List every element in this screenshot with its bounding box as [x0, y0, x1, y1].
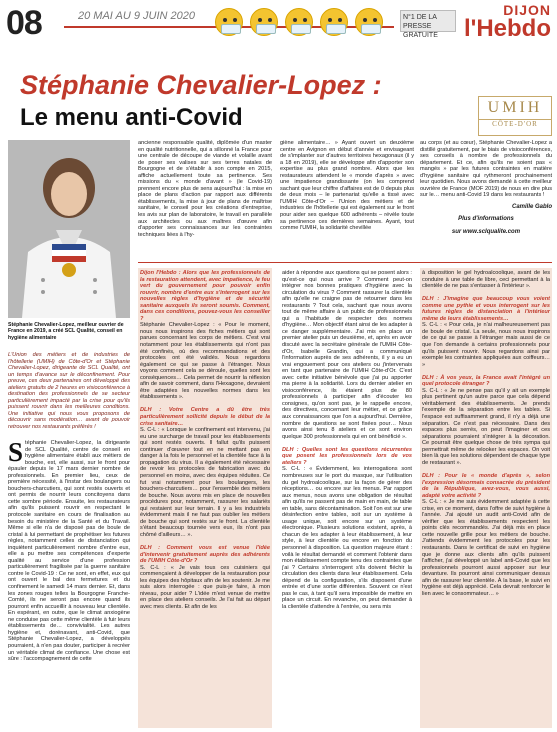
masked-face-icon: [215, 8, 243, 36]
answer-6: S. C-L : « Je ne pense pas qu'il y ait un exemple plus pertinent qu'un autre parce que cela dépend véritablement des établissements. Je prends l'exemple de la séparation entre les tables. Si l'espace est suffisamment grand, il n'y a déjà une séparation. Ce n'est pas nécessaire. Dans des espaces plus serrés, on peut l'imaginer et ces séparations pourraient s'intégrer à la décoration. Ce pourrait être quelque chose de très sympa qui permettrait même de relooker les espaces. On voit bien là que les solutions dépendent de chaque type de restaurant ».: [422, 387, 550, 466]
interview-separator: [138, 262, 552, 263]
interview-column-2: [282, 270, 412, 610]
answer-4: S. C-L : « Évidemment, les interrogations sont nombreuses sur le port du masque, sur l'utilisation du gel hydroalcoolique, sur la façon de gérer des réceptions… ou encore sur les menus. Par rapport aux menus, nous avons une obligation de résultat afin qu'ils ne passent pas de main en main, de table en table, sans décontamination. Soit l'on est sur une désinfection entre tables, soit sur un système à usage unique, soit encore sur un système électronique. Plusieurs solutions existent, après, à chacun de les adapter à leur établissement, à leur style, à leur clientèle ou encore en fonction du personnel à disposition. La question majeure étant : voilà le résultat demandé et comment l'obtenir dans mon établissement compte tenu des contraintes que j'ai ? Certains s'interrogent s'ils doivent fléchir la circulation des clients dans leur établissement. Cela dépend de la configuration, s'ils disposent d'une entrée et d'une sortie différentes. Souvent ce n'est pas le cas, à tant qu'il sera impossible de mettre en place un circuit. En revanche, on peut demander à la clientèle d'attendre à l'entrée, ou sera mis: [282, 466, 412, 610]
drop-cap: S: [8, 437, 24, 467]
interview-column-3: [422, 270, 550, 597]
issue-date: 20 MAI AU 9 JUIN 2020: [78, 10, 195, 22]
masthead-top: DIJON: [503, 2, 551, 18]
answer-3-continued: aider à répondre aux questions qui se posent alors : qu'est-ce qui nous arrive ? Comment peut-on intégrer nos bonnes pratiques d'hygiène avec la circulation du virus ? Comment rassurer la clientèle afin qu'elle ne craigne pas de retourner dans les restaurants ? Tout cela, sachant que nous avons tout de même affaire à un public de professionnels qui a l'habitude de respecter des normes d'hygiène… Mon objectif étant ainsi de les adapter à ce danger supplémentaire. J'ai mis en place un premier atelier puis un deuxième, et, après en avoir discuté avec la secrétaire générale de l'UMIH Côte-d'Or, Isabelle Grandin, qui a communiqué l'information auprès de ses adhérents, il y a eu un vrai engouement pour ces ateliers ou j'intervenais en tant que partenaire de l'UMIH Côte-d'Or. C'est avec cette initiative bénévole que j'ai pu apporter ma pierre à la solidarité. Lors du dernier atelier en visioconférence, ils étaient plus de 80 professionnels à participer afin d'écouter les consignes, qu'on sont pas, je le rappelle encore, des directives, concernant leur métier, et ce grâce aux connaissances que l'on a aujourd'hui. Dernière, nombre de questions se sont fixées pour… Nous avons ainsi tenu 8 ateliers et ce sont environ quelque 300 professionnels qui en ont bénéficié ».: [282, 270, 412, 440]
page-number: 08: [6, 4, 42, 42]
answer-5: S. C-L : « Pour cela, je n'ai malheureusement pas de boule de cristal. La seule, nous nous inspirons de ce qui se passe à l'étranger mais aussi de ce que l'on demande à certains professionnels pour qu'ils puissent rouvrir. Nous regardons ainsi par exemple les contraintes appliquées aux coiffeurs… »: [422, 322, 550, 368]
column-1-text: téphanie Chevalier-Lopez, la dirigeante de SCL Qualité, centre de conseil en hygiène alimentaire établi aux métiers de bouche, est, elle aussi, sur le front pour épauler depuis le 17 mars dernier nombre de professionnels. En premier lieu, ceux de première nécessité, à l'instar des boulangers ou bouchers-charcutiers, qui sont restés ouverts et ont permis de nourrir leurs concitoyens dans cette sombre période. Ensuite, les restaurateurs afin qu'ils puissent rouvrir en respectant le protocole sanitaire en cours de finalisation au besoin du ministère de la Santé et du Travail. Même si elle n'a de disposé pas de boule de cristal à lui permettant de prophétiser les futures règles, notamment celles de distanciation qui inquiètent particulièrement nombre d'entre eux, elle a pu mettre ses compétences d'experte qualité au service d'une profession particulièrement fragilisée par la guerre sanitaire contre le Covid-19 : Ce ne sont, en effet, eux qui ont ouvert le bal des fermetures et du confinement le samedi 14 mars dernier. Et, dans les zones rouges telles la Bourgogne Franche-Comté, ils ne seront pas encore quand ils pourront enfin accueillir à nouveau leur clientèle. En espérant, en outre, que le climat anxiogène ne conduise pas cette même clientèle à fuir leurs établissements de… convivialité. Les autres hygiène et, dorénavant, anti-Covid, que Stéphanie Chevalier-Lopez, a développés pourraient, à n'en pas douter, participer à recréer un véritable climat de confiance. Une chose est sûre : l'accompagnement de cette: [8, 440, 130, 663]
masked-face-icon: [250, 8, 278, 36]
question-4: DLH : Quelles sont les questions récurrentes que posent les professionnels lors de vos ateliers ?: [282, 446, 412, 466]
website-link[interactable]: sur www.sclqualite.com: [451, 229, 521, 236]
masthead-bottom: l'Hebdo: [463, 15, 551, 42]
emoji-row: [215, 8, 383, 36]
article-column-2: ancienne responsable qualité, diplômée d'un master en qualité nutritionnelle, qui a sillonné la France pour une centrale de découpe de viande et volaille avant de poser ses valises sur ses terres natales de Bourgogne et de s'établir à son compte en 2015, affiche actuellement toute sa pertinence. Ses missions du « monde d'avant » (le Covid-19) prennent encore plus de sens aujourd'hui : la mise en place de plans d'action par rapport aux différents établissements, la mise à jour de plans de maîtrise sanitaire, le conseil pour les créations d'entreprise, les avis sur plan de laboratoire, le travail en parallèle aux architectes ou aux maîtres d'œuvre afin d'apporter ses connaissances sur les contraintes techniques liées à l'hy-: [138, 140, 272, 238]
photo-caption: Stéphanie Chevalier-Lopez, meilleur ouvrier de France en 2019, a créé SCL Qualité, conseil en hygiène alimentaire: [8, 322, 124, 341]
press-badge: N°1 DE LA PRESSE GRATUITE: [400, 10, 456, 32]
umih-logo-text: UMIH: [487, 99, 543, 116]
article-subtitle: Le menu anti-Covid: [20, 104, 243, 131]
masked-face-icon: [285, 8, 313, 36]
article-title: Stéphanie Chevalier-Lopez :: [20, 70, 382, 100]
answer-7: S. C-L : « Je me suis évidemment adaptée à cette crise, en ce moment, dans l'offre de suivi hygiène à l'année. J'ai ajouté un audit anti-Covid afin de vérifier que les établissements respectent les points clés recommandés. J'ai déjà mis en place cette nouvelle grille pour les métiers de bouche. J'attends évidemment les protocoles pour les restaurants. Dans le certificat de suivi en hygiène que je donne aux clients afin qu'ils puissent l'afficher, j'ai développé un label anti-Covid que les professionnels pourront aussi apposer sur leur devanture. Ils pourront ainsi communiquer dessus afin de rassurer leur clientèle. À la base, le suivi en hygiène est déjà apprécié. Cela devrait renforcer le lien avec le consommateur… »: [422, 499, 550, 597]
article-column-1: [8, 437, 130, 663]
answer-3: S. C-L : « Je vais tous ces cuisiniers qui commençaient à développer de la restauration pour les équipes des hôpitaux afin de les soutenir. Je me suis alors interrogée : que puis-je faire, à mon niveau, pour aider ? L'idée m'est venue de mettre en place des ateliers conseils. Je l'ai fait au départ avec mes clients. Et afin de les: [140, 564, 270, 610]
column-4-text: au corps (et au cœur), Stéphanie Chevalier-Lopez a distillé gratuitement, par le biais de visioconférences, ses conseils à nombre de professionnels du département. Et ce, afin qu'ils ne soient pas « mangés » par les futures contraintes en matière d'hygiène sanitaire qui rythmeront prochainement leur quotidien. Nous avons demandé à cette meilleur ouvrière de France (MOF 2019) de nous en dire plus sur le… menu anti-Covid 19 dans les restaurants !: [420, 140, 552, 199]
answer-4-continued: à disposition le gel hydroalcoolique, avant de les conduire à une table de libre, ceci permettant à la clientèle de ne pas s'entasser à l'intérieur ».: [422, 270, 550, 290]
answer-2: S. C-L : « Lorsque le confinement est intervenu, j'ai eu une surcharge de travail pour les établissements qui sont restés ouverts. Il fallut qu'ils puissent continuer d'œuvrer tout en ne mettant pas en danger à la fois le personnel et la clientèle face à la propagation du virus. Il a également été nécessaire de revoir les protocoles de fabrication avec du personnel en moins, avec des équipes réduites. Ce fut vrai notamment pour les boulangers, les bouchers-charcutiers… pour l'ensemble des métiers de bouche. Nous avons mis en place de nouvelles procédures pour, notamment, rassurer les salariés qui restaient sur leur terrain. Il y a les industriels évidemment mais il ne faut pas oublier les métiers de bouche qui sont restés sur le front. La clientèle s'étant beaucoup tournée vers eux, ils n'ont pas chômé d'ailleurs… ».: [140, 427, 270, 538]
page-header: [0, 0, 557, 46]
article-column-3: giène alimentaire… » Ayant ouvert un deuxième centre en Avignon en début d'année et envisageant de s'implanter sur d'autres territoires hexagonaux (il y a 18 en 2019), elle se développe afin d'apporter son expertise au plus grand nombre. Alors que les restaurateurs attendent le « monde d'après » avec une impatience grandissante (on les comprend sachant que leur chiffre d'affaires est de 0 depuis plus de deux mois – le partenariat qu'elle a tissé avec l'UMIH Côte-d'Or – l'Union des métiers et de industries de l'hôtellerie qui est également sur le front pour aider ses quelque 600 adhérents – révèle toute sa pertinence ces dernières semaines. Ayant, tout comme l'UMIH, la solidarité chevillée: [280, 140, 414, 232]
author-signature: Camille Gablo: [511, 203, 552, 210]
masthead: [464, 2, 551, 40]
more-info-label: Plus d'informations: [458, 216, 514, 223]
question-5: DLH : J'imagine que beaucoup vous voient comme une pythie et vous interrogent sur les futures règles de distanciation à l'intérieur même de leurs établissements…: [422, 296, 550, 322]
masked-face-icon: [355, 8, 383, 36]
question-7: DLH : Pour le « monde d'après », selon l'expression désormais consacrée du président de la République, avez-vous, vous aussi, adapté votre activité ?: [422, 472, 550, 499]
question-3: DLH : Comment vous est venue l'idée d'intervenir gratuitement auprès des adhérents de l'UMIH Côte-d'Or ?: [140, 544, 270, 565]
masked-face-icon: [320, 8, 348, 36]
question-6: DLH : À vos yeux, la France avait l'intégré un quel protocole étranger ?: [422, 374, 550, 388]
question-1: Dijon l'Hebdo : Alors que les professionnels de la restauration attendent, avec impatience, le feu vert du gouvernement pour pouvoir enfin rouvrir, nombre d'entre eux s'interrogent sur les nouvelles règles d'hygiène et de sécurité sanitaire auxquels ils seront soumis. Comment, dans ces conditions, pouvez-vous les conseiller ?: [140, 270, 270, 322]
interview-column-1: [140, 270, 270, 610]
umih-logo: [478, 96, 552, 136]
question-2: DLH : Votre Centre a dû être très particulièrement sollicité depuis le début de la crise sanitaire…: [140, 407, 270, 427]
umih-logo-subtext: CÔTE-D'OR: [479, 119, 551, 128]
article-column-4: [420, 140, 552, 236]
portrait-photo: [8, 140, 130, 318]
answer-1: Stéphanie Chevalier-Lopez : « Pour le moment, nous nous inspirons des fiches métiers qui sont parues concernant les corps de métiers. C'est vrai notamment pour les établissements qui n'ont pas été confinés, où des recommandations et des protocoles ont été validés. Nous regardons également ce qui se passe à l'étranger. Nous voyons comment cela se déroule, quelles sont les conséquences… Cela permet de nourrir la réflexion afin de savoir comment, dans l'Hexagone, devraient être adaptées les nouvelles normes dans les établissements ».: [140, 322, 270, 401]
article-intro: L'Union des métiers et de industries de l'hôtellerie (UMIH) de Côte-d'Or et Stéphanie Chevalier-Lopez, dirigeante de SCL Qualité, ont un temps d'avance sur le déconfinement. Pour preuve, ces deux partenaires ont développé des ateliers gratuits de 2 heures en visioconférence à destination des professionnels de se secteur particulièrement impacté par la crise pour qu'ils puissent rouvrir dans les meilleures conditions. Une initiative qui nous vous proposons de découvrir sans modération… avant de pouvoir retrouver nos restaurants préférés !: [8, 352, 130, 431]
